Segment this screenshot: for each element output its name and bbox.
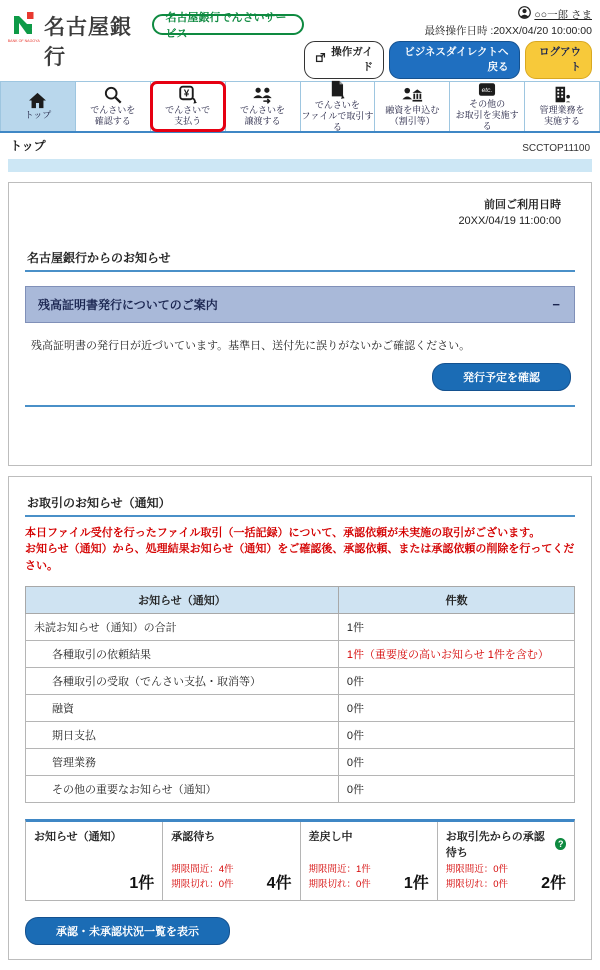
notice-body-text: 残高証明書の発行日が近づいています。基準日、送付先に誤りがないかご確認ください。 — [31, 339, 471, 352]
bank-logo-icon — [11, 10, 37, 38]
title-bar-divider — [8, 159, 592, 172]
screen-id: SCCTOP11100 — [522, 142, 590, 154]
notice-count: 1件 — [129, 874, 155, 892]
table-row: 各種取引の依頼結果 1件（重要度の高いお知らせ 1件を含む） — [26, 641, 575, 668]
yen-pay-icon — [178, 85, 198, 104]
notice-banner[interactable] — [25, 286, 575, 323]
transaction-notice-panel — [8, 476, 592, 960]
last-login-value: 20XX/04/19 11:00:00 — [458, 215, 561, 228]
external-link-icon — [315, 52, 326, 68]
summary-card-pending-approval: 承認待ち 期限間近：4件 期限切れ：0件 4件 — [163, 822, 300, 899]
user-icon — [518, 6, 531, 24]
help-icon[interactable]: ? — [555, 838, 566, 850]
transaction-notice-heading: お取引のお知らせ（通知） — [25, 491, 575, 517]
nav-transfer-densai[interactable]: でんさいを 譲渡する — [226, 82, 301, 131]
main-nav — [0, 81, 600, 133]
search-icon — [103, 85, 122, 104]
warning-text: 本日ファイル受付を行ったファイル取引（一括記録）について、承認依頼が未実施の取引がございます。 お知らせ（通知）から、処理結果お知らせ（通知）をご確認後、承認依頼、または承認依頼の削除を行ってください。 — [25, 526, 575, 572]
last-operation-datetime: 最終操作日時 :20XX/04/20 10:00:00 — [424, 24, 592, 37]
operation-guide-button[interactable]: 操作ガイド — [304, 41, 384, 78]
breadcrumb: トップ — [10, 138, 46, 153]
table-header-notice: お知らせ（通知） — [26, 587, 339, 614]
bank-logo-caption: BANK OF NAGOYA — [8, 38, 40, 43]
nav-pay-with-densai[interactable]: ¥ でんさいで 支払う — [151, 82, 226, 131]
status-summary — [25, 819, 575, 900]
svg-text:etc.: etc. — [481, 87, 493, 95]
etc-icon — [477, 81, 497, 98]
header — [0, 0, 600, 81]
approval-status-list-button[interactable]: 承認・未承認状況一覧を表示 — [25, 917, 230, 945]
back-to-business-direct-button[interactable]: ビジネスダイレクトへ戻る — [389, 41, 520, 78]
user-name-link[interactable]: ○○一郎 さま — [534, 8, 592, 21]
notice-banner-title: 残高証明書発行についてのご案内 — [38, 297, 218, 312]
pending-approval-count: 4件 — [266, 874, 292, 892]
table-row: 管理業務 0件 — [26, 749, 575, 776]
table-row: 期日支払 0件 — [26, 722, 575, 749]
last-login-label: 前回ご利用日時 — [484, 198, 561, 211]
svg-text:¥: ¥ — [183, 88, 189, 100]
table-row: 各種取引の受取（でんさい支払・取消等） 0件 — [26, 668, 575, 695]
table-row: 融資 0件 — [26, 695, 575, 722]
check-issue-schedule-button[interactable]: 発行予定を確認 — [432, 363, 571, 391]
home-icon — [28, 92, 47, 109]
summary-card-counterparty-approval: お取引先からの承認待ち ? 期限間近：0件 期限切れ：0件 2件 — [445, 831, 566, 892]
logout-button[interactable]: ログアウト — [525, 41, 593, 78]
loan-icon — [402, 86, 423, 104]
counterparty-approval-count: 2件 — [541, 874, 566, 892]
nav-file-transaction[interactable]: でんさいを ファイルで取引する — [301, 82, 376, 131]
nav-apply-loan[interactable]: 融資を申込む （割引等） — [375, 82, 450, 131]
file-icon — [328, 80, 346, 99]
table-header-count: 件数 — [338, 587, 574, 614]
table-row: その他の重要なお知らせ（通知） 0件 — [26, 776, 575, 803]
nav-top[interactable]: トップ — [0, 82, 76, 131]
service-badge: 名古屋銀行でんさいサービス — [152, 14, 304, 35]
summary-card-notice: お知らせ（通知） 1件 — [26, 822, 163, 899]
nav-confirm-densai[interactable]: でんさいを 確認する — [76, 82, 151, 131]
bank-notice-heading: 名古屋銀行からのお知らせ — [25, 246, 575, 272]
notice-count-table — [25, 586, 575, 803]
nav-management[interactable]: 管理業務を 実施する — [525, 82, 600, 131]
bank-name: 名古屋銀行 — [44, 16, 132, 69]
collapse-icon[interactable]: − — [552, 296, 560, 312]
bank-notice-panel — [8, 182, 592, 466]
transfer-icon — [252, 86, 273, 104]
summary-card-returned: 差戻し中 期限間近：1件 期限切れ：0件 1件 — [301, 822, 438, 899]
management-icon — [553, 85, 572, 104]
nav-other-transactions[interactable]: etc. その他の お取引を実施する — [450, 82, 525, 131]
returned-count: 1件 — [403, 874, 429, 892]
bank-logo — [10, 6, 304, 79]
table-row: 未読お知らせ（通知）の合計 1件 — [26, 614, 575, 641]
